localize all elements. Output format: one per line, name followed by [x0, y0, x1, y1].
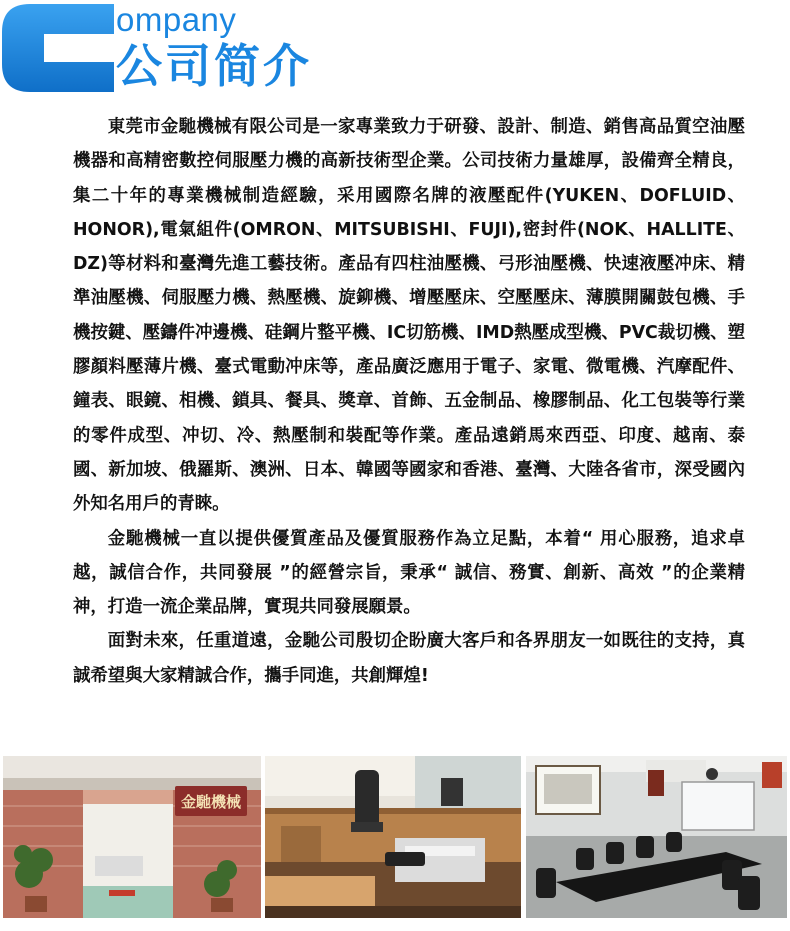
- header-title-cn: 公司简介: [116, 39, 312, 93]
- company-header: [0, 0, 790, 96]
- meeting-room-photo: [526, 756, 787, 918]
- intro-paragraph-1: 東莞市金馳機械有限公司是一家專業致力于研發、設計、制造、銷售高品質空油壓機器和高精密數控伺服壓力機的高新技術型企業。公司技術力量雄厚，設備齊全精良，集二十年的專業機械制造經驗，采用國際名牌的液壓配件(YUKEN、DOFLUID、HONOR),電氣組件(OMRON、MITSUBISHI、FUJI),密封件(NOK、HALLITE、DZ)等材料和臺灣先進工藝技術。產品有四柱油壓機、弓形油壓機、快速液壓冲床、精準油壓機、伺服壓力機、熱壓機、旋鉚機、增壓壓床、空壓壓床、薄膜開關鼓包機、手機按鍵、壓鑄件冲邊機、硅鋼片整平機、IC切筋機、IMD熱壓成型機、PVC裁切機、塑膠顏料壓薄片機、臺式電動冲床等，產品廣泛應用于電子、家電、微電機、汽摩配件、鐘表、眼鏡、相機、鎖具、餐具、獎章、首飾、五金制品、橡膠制品、化工包裝等行業的零件成型、冲切、冷、熱壓制和裝配等作業。產品遠銷馬來西亞、印度、越南、泰國、新加坡、俄羅斯、澳洲、日本、韓國等國家和香港、臺灣、大陸各省市，深受國內外知名用戶的青睞。: [73, 117, 745, 515]
- header-title-en: ompany: [116, 1, 237, 38]
- entrance-sign-text: 金馳機械: [180, 793, 242, 811]
- factory-entrance-photo: [3, 756, 261, 918]
- company-introduction: [73, 110, 745, 693]
- photo-strip: [0, 756, 790, 931]
- office-desk-photo: [265, 756, 521, 918]
- intro-paragraph-2: 金馳機械一直以提供優質產品及優質服務作為立足點，本着“ 用心服務，追求卓越，誠信合作，共同發展 ”的經營宗旨，秉承“ 誠信、務實、創新、高效 ”的企業精神，打造一流企業品牌，實現共同發展願景。: [73, 528, 745, 618]
- intro-paragraph-3: 面對未來，任重道遠，金馳公司殷切企盼廣大客戶和各界朋友一如既往的支持，真誠希望與大家精誠合作，攜手同進，共創輝煌!: [73, 631, 745, 686]
- company-c-logo: [2, 4, 120, 92]
